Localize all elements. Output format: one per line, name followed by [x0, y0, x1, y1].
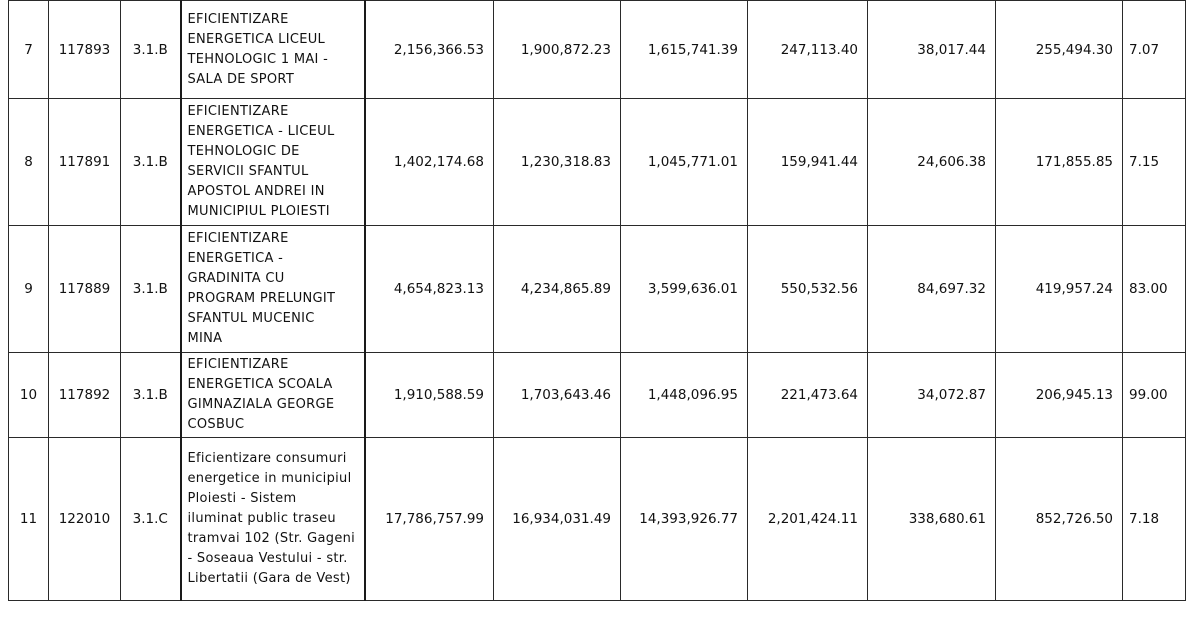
value-cell: 1,910,588.59	[365, 353, 494, 438]
value-cell: 247,113.40	[748, 1, 868, 99]
value-cell: 4,654,823.13	[365, 226, 494, 353]
title-line: Eficientizare consumuri	[187, 451, 347, 466]
project-code: 117889	[49, 226, 121, 353]
title-line: MUNICIPIUL PLOIESTI	[187, 204, 330, 219]
value-cell: 3,599,636.01	[621, 226, 748, 353]
project-title	[181, 226, 365, 353]
projects-table	[8, 0, 1186, 601]
title-line: GRADINITA CU	[187, 271, 285, 286]
value-cell: 338,680.61	[868, 438, 996, 601]
score-cell: 7.15	[1123, 99, 1186, 226]
value-cell: 2,156,366.53	[365, 1, 494, 99]
title-line: SERVICII SFANTUL	[187, 164, 309, 179]
value-cell: 852,726.50	[996, 438, 1123, 601]
value-cell: 221,473.64	[748, 353, 868, 438]
title-line: tramvai 102 (Str. Gageni	[187, 531, 356, 546]
value-cell: 38,017.44	[868, 1, 996, 99]
project-code: 117892	[49, 353, 121, 438]
row-number: 10	[9, 353, 49, 438]
project-title	[181, 438, 365, 601]
score-cell: 83.00	[1123, 226, 1186, 353]
table-row	[9, 1, 1186, 99]
value-cell: 17,786,757.99	[365, 438, 494, 601]
row-number: 8	[9, 99, 49, 226]
value-cell: 1,045,771.01	[621, 99, 748, 226]
axis-code: 3.1.B	[121, 353, 181, 438]
title-line: Libertatii (Gara de Vest)	[187, 571, 351, 586]
value-cell: 550,532.56	[748, 226, 868, 353]
title-line: ENERGETICA - LICEUL	[187, 124, 335, 139]
project-title	[181, 353, 365, 438]
table-row	[9, 353, 1186, 438]
table-row	[9, 226, 1186, 353]
title-line: ENERGETICA SCOALA	[187, 377, 333, 392]
score-cell: 7.18	[1123, 438, 1186, 601]
table-row	[9, 99, 1186, 226]
axis-code: 3.1.B	[121, 99, 181, 226]
title-line: ENERGETICA LICEUL	[187, 31, 326, 47]
row-number: 7	[9, 1, 49, 99]
title-line: ENERGETICA -	[187, 251, 284, 266]
title-line: MINA	[187, 331, 223, 346]
title-line: APOSTOL ANDREI IN	[187, 184, 325, 199]
value-cell: 419,957.24	[996, 226, 1123, 353]
title-line: EFICIENTIZARE	[187, 231, 289, 246]
project-code: 117891	[49, 99, 121, 226]
value-cell: 1,900,872.23	[494, 1, 621, 99]
title-line: COSBUC	[187, 417, 245, 432]
axis-code: 3.1.C	[121, 438, 181, 601]
title-line: iluminat public traseu	[187, 511, 336, 526]
value-cell: 14,393,926.77	[621, 438, 748, 601]
axis-code: 3.1.B	[121, 1, 181, 99]
project-title	[181, 1, 365, 99]
value-cell: 1,448,096.95	[621, 353, 748, 438]
table-row	[9, 438, 1186, 601]
project-title	[181, 99, 365, 226]
value-cell: 84,697.32	[868, 226, 996, 353]
value-cell: 1,615,741.39	[621, 1, 748, 99]
value-cell: 1,703,643.46	[494, 353, 621, 438]
value-cell: 16,934,031.49	[494, 438, 621, 601]
title-line: energetice in municipiul	[187, 471, 352, 486]
score-cell: 7.07	[1123, 1, 1186, 99]
value-cell: 1,230,318.83	[494, 99, 621, 226]
value-cell: 4,234,865.89	[494, 226, 621, 353]
project-code: 122010	[49, 438, 121, 601]
title-line: EFICIENTIZARE	[187, 11, 289, 27]
project-code: 117893	[49, 1, 121, 99]
title-line: SFANTUL MUCENIC	[187, 311, 315, 326]
row-number: 11	[9, 438, 49, 601]
value-cell: 1,402,174.68	[365, 99, 494, 226]
value-cell: 34,072.87	[868, 353, 996, 438]
title-line: GIMNAZIALA GEORGE	[187, 397, 335, 412]
value-cell: 159,941.44	[748, 99, 868, 226]
value-cell: 206,945.13	[996, 353, 1123, 438]
score-cell: 99.00	[1123, 353, 1186, 438]
title-line: TEHNOLOGIC DE	[187, 144, 300, 159]
title-line: EFICIENTIZARE	[187, 357, 289, 372]
value-cell: 255,494.30	[996, 1, 1123, 99]
title-line: EFICIENTIZARE	[187, 104, 289, 119]
value-cell: 2,201,424.11	[748, 438, 868, 601]
title-line: TEHNOLOGIC 1 MAI -	[187, 51, 329, 67]
title-line: Ploiesti - Sistem	[187, 491, 297, 506]
value-cell: 171,855.85	[996, 99, 1123, 226]
title-line: - Soseaua Vestului - str.	[187, 551, 348, 566]
axis-code: 3.1.B	[121, 226, 181, 353]
title-line: SALA DE SPORT	[187, 71, 295, 87]
row-number: 9	[9, 226, 49, 353]
title-line: PROGRAM PRELUNGIT	[187, 291, 336, 306]
value-cell: 24,606.38	[868, 99, 996, 226]
